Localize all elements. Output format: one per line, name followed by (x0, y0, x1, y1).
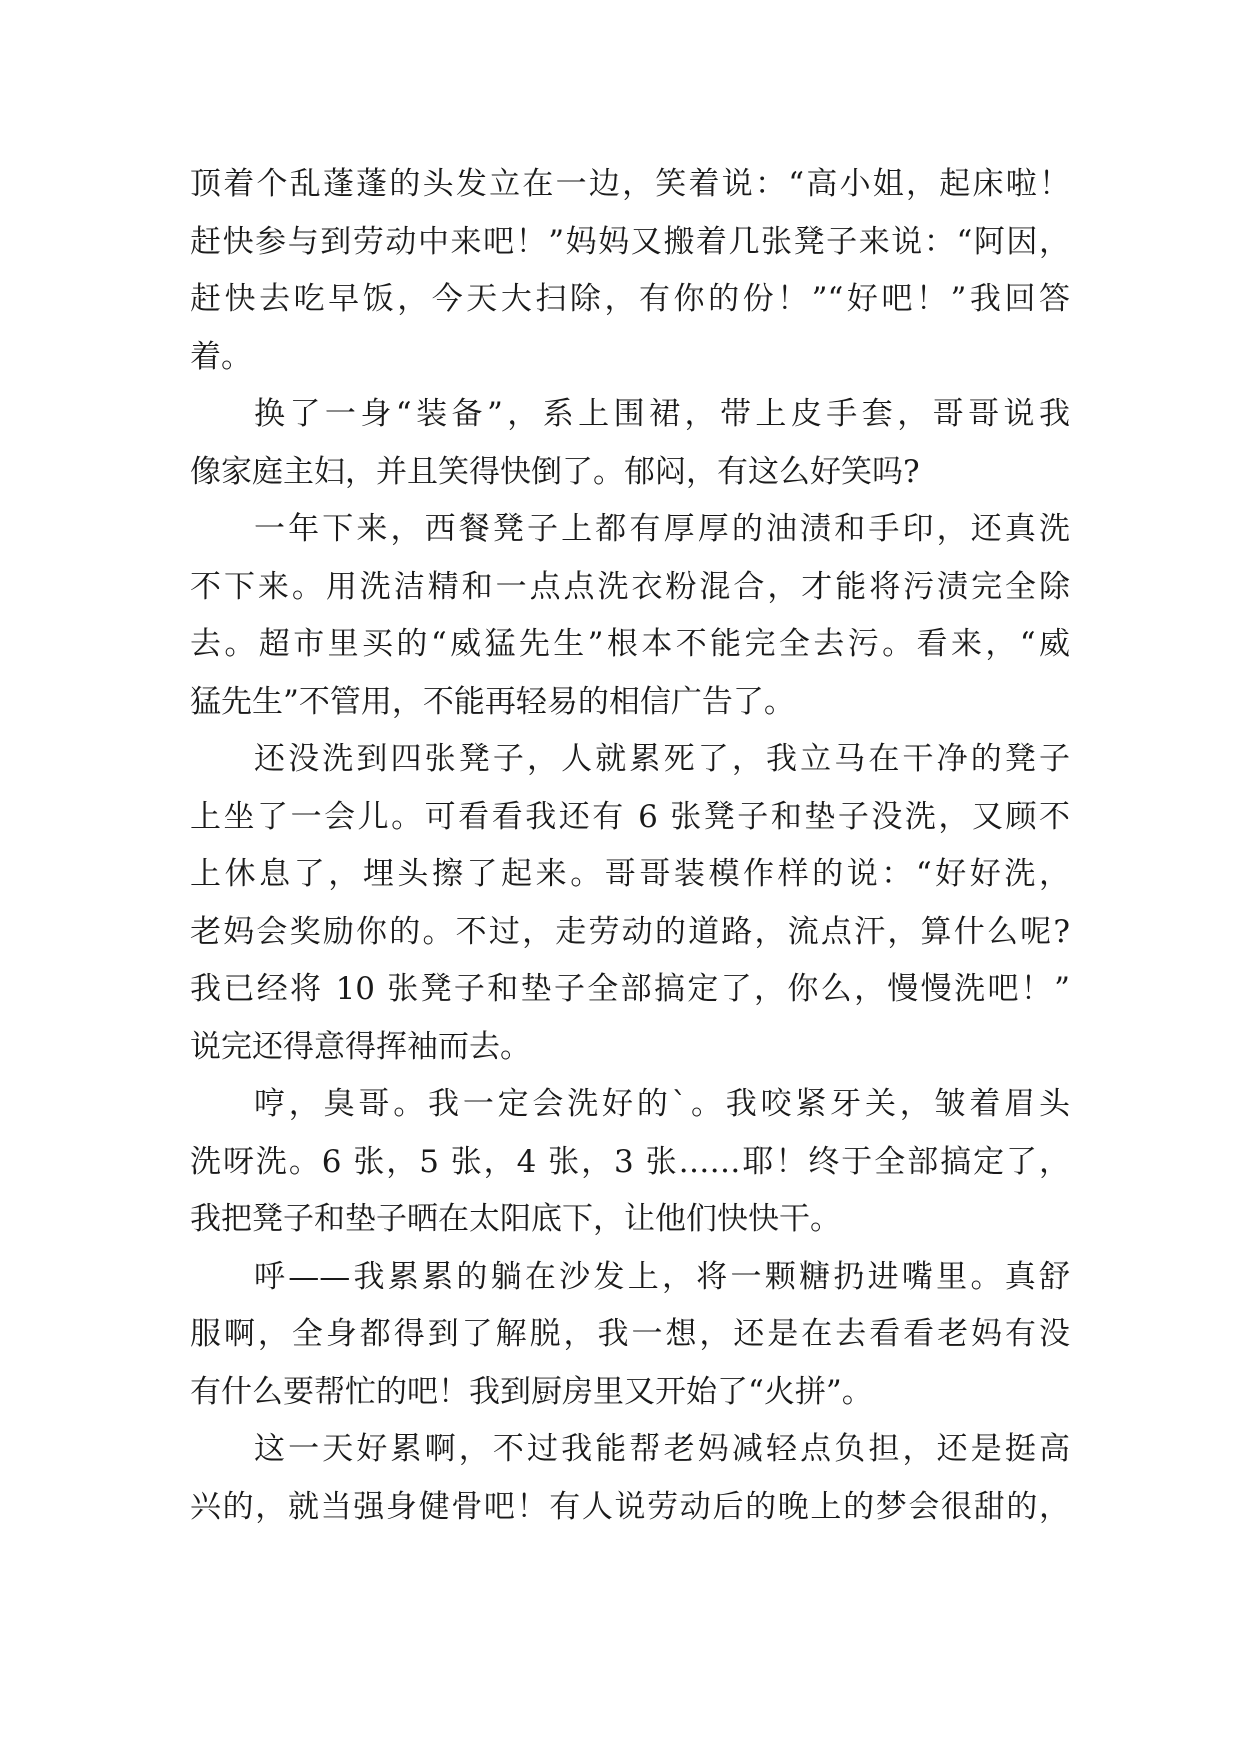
text-line: 像家庭主妇，并且笑得快倒了。郁闷，有这么好笑吗? (190, 453, 920, 490)
text-line: 顶着个乱蓬蓬的头发立在一边，笑着说：“高小姐，起床啦！ (190, 166, 1070, 202)
text-line: 着。 (190, 338, 252, 375)
text-line: 洗呀洗。6 张，5 张，4 张，3 张……耶！终于全部搞定了， (190, 1143, 1070, 1180)
text-line: 兴的，就当强身健骨吧！有人说劳动后的晚上的梦会很甜的， (190, 1488, 1070, 1525)
text-line: 说完还得意得挥袖而去。 (190, 1028, 531, 1065)
document-body (190, 156, 1070, 1536)
paragraph (190, 386, 1070, 501)
paragraph (190, 1421, 1070, 1536)
paragraph (190, 1076, 1070, 1249)
text-line: 一年下来，西餐凳子上都有厚厚的油渍和手印，还真洗 (254, 511, 1070, 547)
paragraph (190, 1249, 1070, 1422)
text-line: 不下来。用洗洁精和一点点洗衣粉混合，才能将污渍完全除 (190, 568, 1070, 605)
paragraph (190, 501, 1070, 731)
text-line: 上坐了一会儿。可看看我还有 6 张凳子和垫子没洗，又顾不 (190, 798, 1070, 835)
text-line: 还没洗到四张凳子，人就累死了，我立马在干净的凳子 (254, 741, 1070, 777)
text-line: 换了一身“装备”，系上围裙，带上皮手套，哥哥说我 (254, 396, 1070, 432)
text-line: 赶快去吃早饭，今天大扫除，有你的份！”“好吧！”我回答 (190, 281, 1070, 317)
text-line: 我把凳子和垫子晒在太阳底下，让他们快快干。 (190, 1201, 841, 1237)
text-line: 哼，臭哥。我一定会洗好的`。我咬紧牙关，皱着眉头 (254, 1086, 1070, 1122)
text-line: 老妈会奖励你的。不过，走劳动的道路，流点汗，算什么呢? (190, 913, 1070, 950)
text-line: 赶快参与到劳动中来吧！”妈妈又搬着几张凳子来说：“阿因， (190, 223, 1070, 260)
text-line: 呼——我累累的躺在沙发上，将一颗糖扔进嘴里。真舒 (254, 1258, 1070, 1295)
text-line: 猛先生”不管用，不能再轻易的相信广告了。 (190, 683, 795, 720)
text-line: 有什么要帮忙的吧！我到厨房里又开始了“火拼”。 (190, 1373, 873, 1410)
text-line: 这一天好累啊，不过我能帮老妈减轻点负担，还是挺高 (254, 1431, 1070, 1467)
text-line: 去。超市里买的“威猛先生”根本不能完全去污。看来，“威 (190, 626, 1070, 662)
paragraph (190, 156, 1070, 386)
text-line: 我已经将 10 张凳子和垫子全部搞定了，你么，慢慢洗吧！” (190, 971, 1070, 1007)
paragraph (190, 731, 1070, 1076)
text-line: 服啊，全身都得到了解脱，我一想，还是在去看看老妈有没 (190, 1316, 1070, 1352)
text-line: 上休息了，埋头擦了起来。哥哥装模作样的说：“好好洗， (190, 856, 1070, 892)
